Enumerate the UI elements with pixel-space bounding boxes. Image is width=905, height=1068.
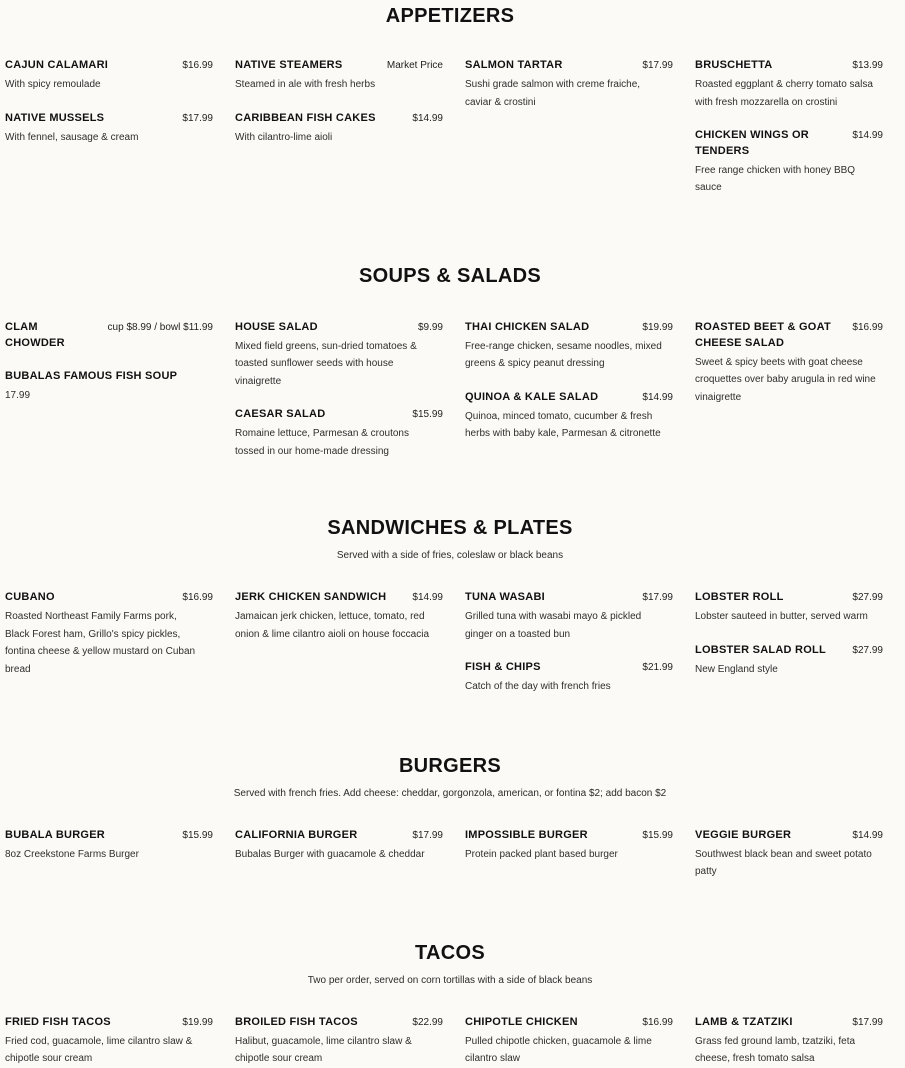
menu-item-price: $15.99 — [182, 829, 213, 841]
menu-item-price: $22.99 — [412, 1016, 443, 1028]
menu-item-price: $9.99 — [417, 321, 443, 333]
menu-item-header — [235, 407, 443, 423]
menu-item-price: $17.99 — [642, 60, 673, 71]
menu-item-header — [465, 590, 673, 606]
section-columns — [0, 320, 900, 461]
menu-item-header — [695, 320, 883, 352]
menu-item[interactable] — [465, 390, 673, 443]
menu-item-price: $21.99 — [642, 662, 673, 674]
menu-item-price: $17.99 — [412, 829, 443, 841]
menu-column — [695, 320, 905, 406]
menu-item[interactable] — [5, 1015, 213, 1068]
menu-item-description: With fennel, sausage & cream — [5, 131, 139, 143]
section-title: BURGERS — [398, 754, 502, 777]
menu-item-name: HOUSE SALAD — [235, 320, 318, 333]
menu-item-name: CHIPOTLE CHICKEN — [465, 1015, 578, 1028]
menu-item[interactable] — [695, 590, 883, 626]
menu-item-description: Protein packed plant based burger — [465, 848, 618, 860]
menu-item[interactable] — [465, 660, 673, 696]
menu-item[interactable] — [235, 590, 443, 643]
menu-column — [695, 828, 905, 881]
menu-item-header — [5, 590, 213, 606]
menu-item-price: Market Price — [386, 60, 443, 71]
menu-section-soups-salads — [0, 197, 900, 461]
menu-item-price: $17.99 — [182, 112, 213, 124]
menu-item-name: CALIFORNIA BURGER — [235, 828, 358, 841]
menu-item-header — [235, 320, 443, 336]
menu-section-burgers — [0, 696, 900, 881]
menu-column — [5, 590, 235, 678]
menu-item[interactable] — [695, 1015, 883, 1068]
menu-item-name: FISH & CHIPS — [465, 661, 541, 674]
menu-item-price: $14.99 — [412, 592, 443, 604]
menu-item[interactable] — [235, 111, 443, 147]
section-header — [0, 881, 900, 988]
menu-item-description: Steamed in ale with fresh herbs — [235, 79, 376, 90]
menu-item-header — [695, 828, 883, 844]
menu-column — [695, 590, 905, 678]
menu-item-description: Halibut, guacamole, lime cilantro slaw & chipotle sour cream — [235, 1035, 412, 1065]
menu-item-name: CLAM CHOWDER — [5, 320, 65, 349]
menu-item[interactable] — [235, 320, 443, 391]
menu-section-sandwiches-plates — [0, 460, 900, 696]
menu-item-name: QUINOA & KALE SALAD — [465, 390, 599, 403]
menu-item[interactable] — [5, 111, 213, 147]
menu-item-description: Quinoa, minced tomato, cucumber & fresh herbs with baby kale, Parmesan & citronette — [465, 410, 661, 440]
menu-item[interactable] — [5, 369, 213, 404]
menu-item-name: BROILED FISH TACOS — [235, 1015, 358, 1028]
menu-item-name: CHICKEN WINGS OR TENDERS — [695, 129, 809, 157]
menu-item[interactable] — [465, 320, 673, 373]
menu-item-price: $14.99 — [852, 130, 883, 141]
menu-item-description: Pulled chipotle chicken, guacamole & lime cilantro slaw — [465, 1035, 652, 1065]
menu-item-description: Bubalas Burger with guacamole & cheddar — [235, 848, 425, 860]
menu-column — [235, 590, 465, 643]
menu-item-name: ROASTED BEET & GOAT CHEESE SALAD — [695, 320, 831, 349]
menu-item-header — [695, 590, 883, 606]
menu-item-description: Grass fed ground lamb, tzatziki, feta cheese, fresh tomato salsa — [695, 1035, 856, 1065]
section-columns — [0, 590, 900, 696]
menu-item[interactable] — [5, 320, 213, 352]
menu-item-price: $19.99 — [642, 321, 673, 333]
menu-item-header — [235, 58, 443, 74]
section-columns — [0, 828, 900, 881]
menu-section-appetizers — [0, 0, 900, 197]
menu-column — [695, 1015, 905, 1068]
menu-item-header — [235, 111, 443, 127]
menu-item-name: IMPOSSIBLE BURGER — [465, 828, 588, 841]
menu-item-price: $27.99 — [852, 592, 883, 604]
menu-item-price: $16.99 — [852, 321, 883, 333]
menu-column — [5, 320, 235, 404]
menu-item-header — [5, 111, 213, 127]
menu-item-description: Grilled tuna with wasabi mayo & pickled ginger on a toasted bun — [465, 611, 642, 640]
section-header — [0, 696, 900, 801]
menu-item-name: LOBSTER ROLL — [695, 591, 784, 604]
menu-item-name: THAI CHICKEN SALAD — [465, 320, 590, 333]
menu-item-name: SALMON TARTAR — [465, 59, 563, 71]
menu-item-price: $27.99 — [852, 644, 883, 656]
menu-item-price: $17.99 — [642, 592, 673, 604]
menu-item-name: BUBALA BURGER — [5, 828, 106, 841]
menu-section-tacos — [0, 881, 900, 1068]
menu-item-header — [235, 590, 443, 606]
menu-column — [465, 58, 695, 111]
menu-item[interactable] — [465, 828, 673, 864]
menu-item-description: Romaine lettuce, Parmesan & croutons tossed in our home-made dressing — [235, 428, 409, 457]
menu-item-description: New England style — [695, 663, 778, 675]
section-title: SOUPS & SALADS — [358, 264, 541, 287]
menu-item-header — [235, 828, 443, 844]
menu-item-name: NATIVE STEAMERS — [235, 59, 343, 71]
menu-item-header — [695, 58, 883, 74]
menu-item-header — [5, 320, 213, 352]
menu-item-price: $16.99 — [642, 1016, 673, 1028]
menu-item-description: With spicy remoulade — [5, 79, 101, 90]
menu-item-header — [5, 1015, 213, 1031]
menu-item[interactable] — [465, 590, 673, 643]
menu-column — [465, 320, 695, 443]
section-header — [0, 0, 900, 28]
menu-column — [235, 828, 465, 864]
menu-item-header — [465, 390, 673, 406]
menu-column — [5, 828, 235, 864]
menu-column — [465, 1015, 695, 1068]
section-subtitle: Two per order, served on corn tortillas with a side of black beans — [307, 974, 593, 986]
menu-item-name: LAMB & TZATZIKI — [695, 1015, 793, 1028]
menu-item-name: TUNA WASABI — [465, 591, 545, 604]
menu-item[interactable] — [235, 407, 443, 460]
menu-item-description: Roasted Northeast Family Farms pork, Black Forest ham, Grillo's spicy pickles, fontina cheese & yellow mustard on Cuban bread — [5, 611, 196, 675]
section-title: TACOS — [414, 941, 485, 964]
menu-item-name: CARIBBEAN FISH CAKES — [235, 111, 376, 124]
menu-item-price: cup $8.99 / bowl $11.99 — [107, 321, 213, 333]
menu-item-description: Sushi grade salmon with creme fraiche, caviar & crostini — [465, 79, 641, 108]
menu-item-description: Roasted eggplant & cherry tomato salsa with fresh mozzarella on crostini — [695, 79, 873, 108]
menu-column — [5, 58, 235, 146]
menu-item-price: $16.99 — [182, 60, 213, 71]
menu-item[interactable] — [5, 58, 213, 94]
menu-item-header — [695, 643, 883, 659]
menu-item-description: Free range chicken with honey BBQ sauce — [695, 164, 856, 194]
section-title: SANDWICHES & PLATES — [327, 517, 573, 540]
menu-item-description: Mixed field greens, sun-dried tomatoes & toasted sunflower seeds with house vinaigrette — [235, 340, 417, 387]
menu-column — [5, 1015, 235, 1068]
menu-item[interactable] — [695, 828, 883, 881]
menu-item-description: Lobster sauteed in butter, served warm — [695, 611, 868, 623]
menu-item-header — [695, 128, 883, 160]
menu-item-header — [5, 369, 213, 385]
menu-item[interactable] — [235, 828, 443, 864]
menu-item-header — [465, 320, 673, 336]
menu-item-description: Fried cod, guacamole, lime cilantro slaw & chipotle sour cream — [5, 1035, 193, 1065]
menu-item-header — [5, 828, 213, 844]
menu-item-description: Catch of the day with french fries — [465, 681, 611, 693]
menu-item-name: BUBALAS FAMOUS FISH SOUP — [5, 369, 178, 382]
menu-item-name: FRIED FISH TACOS — [5, 1015, 111, 1028]
section-header — [0, 197, 900, 288]
menu-item-price: $14.99 — [852, 829, 883, 841]
menu-item-price: $15.99 — [642, 829, 673, 841]
menu-item-header — [235, 1015, 443, 1031]
menu-item-description: With cilantro-lime aioli — [235, 131, 333, 143]
menu-item-header — [5, 58, 213, 74]
menu-item-price: $14.99 — [642, 391, 673, 403]
menu-item-name: NATIVE MUSSELS — [5, 111, 105, 124]
menu-item-price: $13.99 — [852, 60, 883, 71]
menu-item-price: $17.99 — [852, 1016, 883, 1028]
menu-item-description: Free-range chicken, sesame noodles, mixed greens & spicy peanut dressing — [465, 340, 662, 370]
menu-item-name: VEGGIE BURGER — [695, 828, 792, 841]
menu-item[interactable] — [695, 643, 883, 679]
menu-item-header — [465, 1015, 673, 1031]
section-subtitle: Served with a side of fries, coleslaw or black beans — [336, 550, 564, 562]
section-subtitle: Served with french fries. Add cheese: cheddar, gorgonzola, american, or fontina $2; add bacon $2 — [233, 787, 667, 799]
menu-item-description: 8oz Creekstone Farms Burger — [5, 848, 139, 860]
menu-item[interactable] — [5, 828, 213, 864]
menu-item[interactable] — [695, 320, 883, 406]
menu-item[interactable] — [235, 58, 443, 94]
menu-item-description: Sweet & spicy beets with goat cheese croquettes over baby arugula in red wine vinaigrette — [695, 356, 876, 403]
menu-item-price: $15.99 — [412, 409, 443, 421]
menu-item[interactable] — [235, 1015, 443, 1068]
menu-item[interactable] — [695, 128, 883, 197]
menu-item[interactable] — [465, 58, 673, 111]
menu-item-description: 17.99 — [5, 389, 31, 401]
menu-item-header — [695, 1015, 883, 1031]
menu-item-header — [465, 660, 673, 676]
menu-item-price: $19.99 — [182, 1016, 213, 1028]
menu-item[interactable] — [5, 590, 213, 678]
section-columns — [0, 1015, 900, 1068]
section-columns — [0, 58, 900, 197]
menu-item[interactable] — [695, 58, 883, 111]
menu-item-header — [465, 58, 673, 74]
menu-column — [235, 1015, 465, 1068]
menu-item-name: LOBSTER SALAD ROLL — [695, 643, 826, 656]
menu-item-name: CAJUN CALAMARI — [5, 59, 109, 71]
menu-item-header — [465, 828, 673, 844]
menu-item[interactable] — [465, 1015, 673, 1068]
menu-item-name: CUBANO — [5, 591, 55, 604]
menu-item-description: Jamaican jerk chicken, lettuce, tomato, red onion & lime cilantro aioli on house foccacia — [235, 611, 429, 640]
menu-item-price: $14.99 — [412, 112, 443, 124]
menu-item-price: $16.99 — [182, 592, 213, 604]
section-title: APPETIZERS — [385, 5, 515, 27]
menu-item-name: BRUSCHETTA — [695, 59, 773, 71]
menu-column — [235, 58, 465, 146]
menu-column — [695, 58, 905, 197]
menu-column — [465, 590, 695, 696]
menu-column — [465, 828, 695, 864]
menu-item-name: JERK CHICKEN SANDWICH — [235, 591, 387, 604]
menu-column — [235, 320, 465, 461]
section-header — [0, 460, 900, 563]
menu-item-name: CAESAR SALAD — [235, 408, 326, 421]
menu-item-description: Southwest black bean and sweet potato patty — [695, 848, 872, 878]
